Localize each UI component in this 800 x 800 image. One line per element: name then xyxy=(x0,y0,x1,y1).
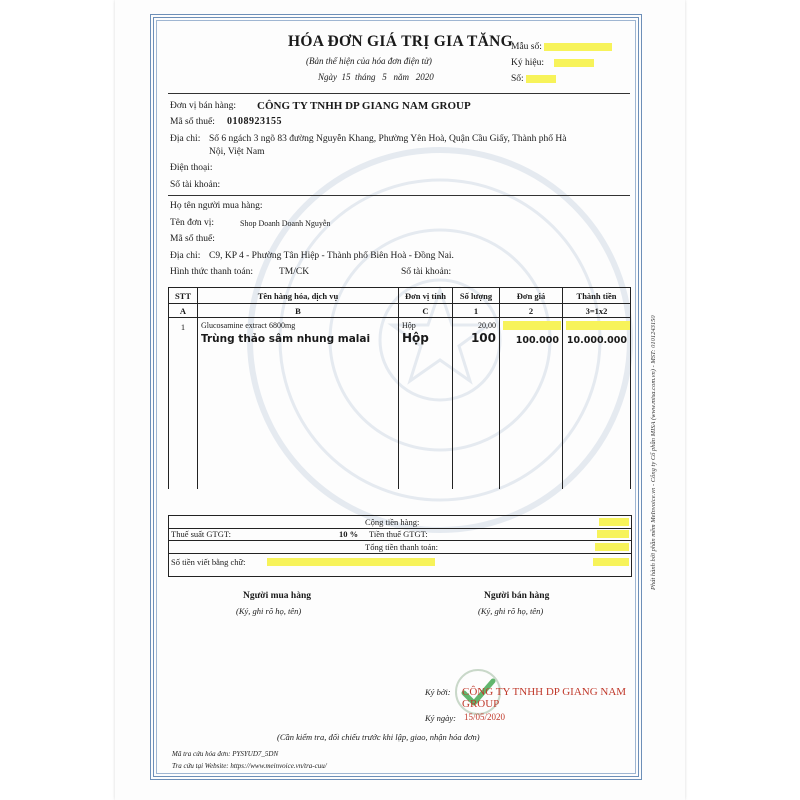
col-header: STT xyxy=(169,288,198,304)
index-cell: C xyxy=(399,304,453,318)
buyer-account-label: Số tài khoản: xyxy=(401,267,452,277)
index-cell: 2 xyxy=(500,304,563,318)
price-redaction xyxy=(503,321,561,330)
signed-by: CÔNG TY TNHH DP GIANG NAM GROUP xyxy=(462,686,627,710)
form-redaction xyxy=(544,43,612,51)
date-year: 2020 xyxy=(415,72,434,82)
number-redaction xyxy=(526,75,556,83)
date-month: 5 xyxy=(382,72,387,82)
seller-sign-title: Người bán hàng xyxy=(484,591,550,601)
seller-name-label: Đơn vị bán hàng: xyxy=(170,101,236,111)
seller-phone-label: Điện thoại: xyxy=(170,163,213,173)
seller-tax-code: 0108923155 xyxy=(227,116,282,127)
subtotal-redaction xyxy=(599,518,629,526)
table-index-row xyxy=(169,304,631,318)
number-label: Số: xyxy=(511,74,524,84)
table-row-name xyxy=(198,318,399,490)
form-label: Mẫu số: xyxy=(511,42,542,52)
divider xyxy=(168,195,630,196)
invoice-subtitle: (Bản thể hiện của hóa đơn điện tử) xyxy=(306,56,432,66)
item-qty-1: 20,00 xyxy=(478,321,496,330)
vat-amount-label: Tiền thuế GTGT: xyxy=(369,529,428,539)
publisher-side-text: Phát hành bởi phần mềm MeInvoice.vn - Công ty Cổ phần MISA (www.misa.com.vn) - MST: 0101243150 xyxy=(650,315,657,590)
table-row-price xyxy=(500,318,563,490)
col-header: Thành tiền xyxy=(563,288,631,304)
symbol-label: Ký hiệu: xyxy=(511,58,544,68)
symbol-redaction xyxy=(554,59,594,67)
signed-by-label: Ký bởi: xyxy=(425,687,451,697)
items-table xyxy=(168,287,631,489)
vat-row xyxy=(168,528,632,541)
symbol xyxy=(511,58,594,68)
table-row-unit xyxy=(399,318,453,490)
lookup-site[interactable]: Tra cứu tại Website: https://www.meinvoice.vn/tra-cuu/ xyxy=(172,762,327,770)
buyer-tax-label: Mã số thuế: xyxy=(170,234,215,244)
vat-rate-label: Thuế suất GTGT: xyxy=(171,529,232,539)
payment-label: Hình thức thanh toán: xyxy=(170,267,253,277)
signed-date: 15/05/2020 xyxy=(464,712,506,722)
in-words-amount-redaction xyxy=(593,558,629,566)
buyer-name-label: Họ tên người mua hàng: xyxy=(170,201,263,211)
grand-total-label: Tổng tiền thanh toán: xyxy=(365,542,438,552)
invoice-date xyxy=(318,72,434,82)
index-cell: B xyxy=(198,304,399,318)
table-header-row xyxy=(169,288,631,304)
invoice-title: HÓA ĐƠN GIÁ TRỊ GIA TĂNG xyxy=(288,33,513,50)
buyer-unit: Shop Doanh Doanh Nguyễn xyxy=(240,219,331,228)
col-header: Đơn vị tính xyxy=(399,288,453,304)
index-cell: A xyxy=(169,304,198,318)
vat-amount-redaction xyxy=(597,530,629,538)
item-total-2: 10.000.000 xyxy=(566,335,627,346)
subtotal-row xyxy=(168,515,632,529)
item-qty-2: 100 xyxy=(470,331,496,345)
buyer-sign-note: (Ký, ghi rõ họ, tên) xyxy=(236,606,302,616)
index-cell: 3=1x2 xyxy=(563,304,631,318)
seller-name: CÔNG TY TNHH DP GIANG NAM GROUP xyxy=(257,100,471,112)
item-unit-2: Hộp xyxy=(402,331,429,345)
item-name-1: Glucosamine extract 6800mg xyxy=(201,321,296,330)
date-prefix: Ngày xyxy=(318,72,337,82)
vat-rate: 10 % xyxy=(339,529,359,539)
payment-method: TM/CK xyxy=(279,267,310,277)
form-number xyxy=(511,42,612,52)
total-redaction xyxy=(566,321,630,330)
item-price-2: 100.000 xyxy=(515,335,559,346)
invoice-number xyxy=(511,74,556,84)
signed-date-label: Ký ngày: xyxy=(425,713,456,723)
divider xyxy=(168,93,630,94)
buyer-unit-label: Tên đơn vị: xyxy=(170,218,215,228)
grand-total-redaction xyxy=(595,543,629,551)
item-unit-1: Hộp xyxy=(402,321,416,330)
in-words-label: Số tiền viết bằng chữ: xyxy=(171,557,246,567)
table-body xyxy=(169,318,631,490)
col-header: Tên hàng hóa, dịch vụ xyxy=(198,288,399,304)
seller-address-line2: Nội, Việt Nam xyxy=(209,147,265,157)
seller-sign-note: (Ký, ghi rõ họ, tên) xyxy=(478,606,544,616)
index-cell: 1 xyxy=(453,304,500,318)
grand-total-row xyxy=(168,541,632,554)
subtotal-label: Cộng tiền hàng: xyxy=(365,517,420,527)
buyer-address: C9, KP 4 - Phường Tân Hiệp - Thành phố Biên Hoà - Đồng Nai. xyxy=(209,251,454,261)
table-row-qty xyxy=(453,318,500,490)
seller-tax-label: Mã số thuế: xyxy=(170,117,215,127)
in-words-redaction xyxy=(267,558,435,566)
date-day: 15 xyxy=(341,72,351,82)
table-row-stt: 1 xyxy=(169,318,198,490)
check-note: (Cần kiểm tra, đối chiếu trước khi lập, giao, nhận hóa đơn) xyxy=(277,732,480,742)
date-month-label: tháng xyxy=(355,72,376,82)
in-words-row xyxy=(168,554,632,577)
col-header: Đơn giá xyxy=(500,288,563,304)
item-name-2: Trùng thảo sâm nhung malai xyxy=(201,333,371,345)
seller-address-line1: Số 6 ngách 3 ngõ 83 đường Nguyễn Khang, Phường Yên Hoà, Quận Cầu Giấy, Thành phố Hà xyxy=(209,134,567,144)
seller-account-label: Số tài khoản: xyxy=(170,180,221,190)
table-row-total xyxy=(563,318,631,490)
buyer-address-label: Địa chỉ: xyxy=(170,251,201,261)
buyer-sign-title: Người mua hàng xyxy=(243,591,311,601)
seller-address-label: Địa chỉ: xyxy=(170,134,201,144)
date-year-label: năm xyxy=(393,72,410,82)
col-header: Số lượng xyxy=(453,288,500,304)
lookup-code: Mã tra cứu hóa đơn: PYSYUD7_5DN xyxy=(172,750,279,758)
